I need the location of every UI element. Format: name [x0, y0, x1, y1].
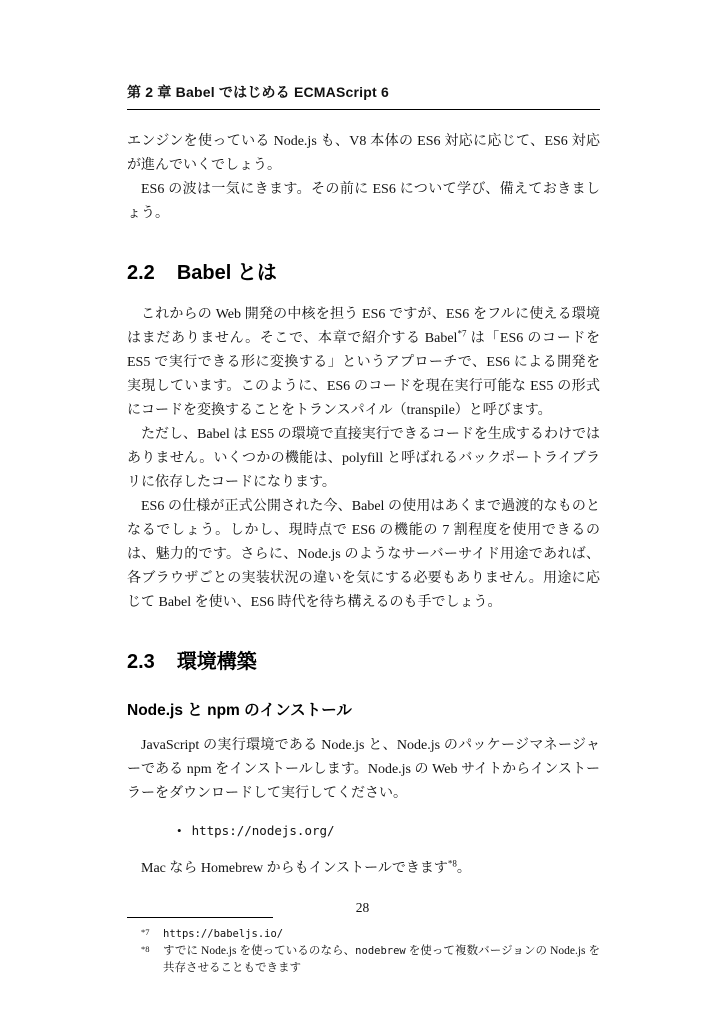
paragraph-text: は「ES6 のコードを ES5 で実行できる形に変換する」というアプローチで、ES6 による開発を実現しています。このように、ES6 のコードを現在実行可能な ES5 の形式にコードを変換することをトランスパイル（transpile）と呼びます。: [127, 331, 600, 418]
footnote-text-part: を使って複数バージョンの Node.js を共存させることもできます: [163, 945, 600, 974]
footnote: [141, 926, 600, 943]
subsection-heading: Node.js と npm のインストール: [127, 702, 352, 719]
paragraph-text: 。: [456, 861, 471, 876]
page-number: 28: [355, 900, 370, 915]
paragraph-text: Mac なら Homebrew からもインストールできます: [141, 861, 448, 876]
paragraph: ES6 の仕様が正式公開された今、Babel の使用はあくまで過渡的なものとなるでしょう。しかし、現時点で ES6 の機能の 7 割程度を使用できるのは、魅力的です。さらに、Node.js のようなサーバーサイド用途であれば、各ブラウザごとの実装状況の違いを気にする必要もありません。用途に応じて Babel を使い、ES6 時代を待ち構えるのも手でしょう。: [127, 499, 600, 610]
section-number: 2.2: [127, 262, 155, 284]
footnote-text: [163, 943, 600, 977]
section-title: 環境構築: [176, 651, 257, 673]
footnote-marker: *8: [141, 944, 150, 954]
footnote-text: [163, 926, 600, 943]
footnote-text-part: すでに Node.js を使っているのなら、: [163, 945, 356, 957]
url-text: https://nodejs.org/: [191, 823, 335, 838]
bullet-icon: •: [177, 823, 182, 838]
paragraph: エンジンを使っている Node.js も、V8 本体の ES6 対応に応じて、ES6 対応が進んでいくでしょう。: [127, 134, 600, 173]
footnotes-section: [127, 917, 600, 977]
running-header: 第 2 章 Babel ではじめる ECMAScript 6: [127, 82, 600, 110]
paragraph-text: これからの Web 開発の中核を担う ES6 ですが、ES6 をフルに使える環境はまだありません。そこで、本章で紹介する Babel: [127, 307, 600, 346]
url-list: [177, 819, 600, 844]
section-heading-2-2: [127, 256, 600, 285]
paragraph: JavaScript の実行環境である Node.js と、Node.js のパッケージマネージャーである npm をインストールします。Node.js の Web サイトからインストーラーをダウンロードして実行してください。: [127, 738, 600, 801]
section-heading-2-3: [127, 645, 600, 674]
mono-text: nodebrew: [355, 945, 406, 957]
paragraph: [127, 857, 600, 881]
section-title: Babel とは: [176, 262, 277, 284]
section-number: 2.3: [127, 651, 155, 673]
page-content: [127, 82, 600, 977]
footnote-ref-7: *7: [457, 328, 467, 339]
list-item: [177, 819, 600, 844]
paragraph: ただし、Babel は ES5 の環境で直接実行できるコードを生成するわけではありません。いくつかの機能は、polyfill と呼ばれるバックポートライブラリに依存したコードになります。: [127, 427, 600, 490]
section-2-2-body: [127, 303, 600, 615]
section-2-3-body: [127, 734, 600, 881]
url-text: https://babeljs.io/: [163, 928, 284, 940]
footnote-rule: [127, 917, 273, 918]
footnote-marker: *7: [141, 927, 150, 937]
footnote: [141, 943, 600, 977]
footnote-ref-8: *8: [447, 858, 457, 869]
intro-paragraphs: [127, 130, 600, 226]
paragraph: [127, 303, 600, 423]
paragraph: ES6 の波は一気にきます。その前に ES6 について学び、備えておきましょう。: [127, 182, 600, 221]
